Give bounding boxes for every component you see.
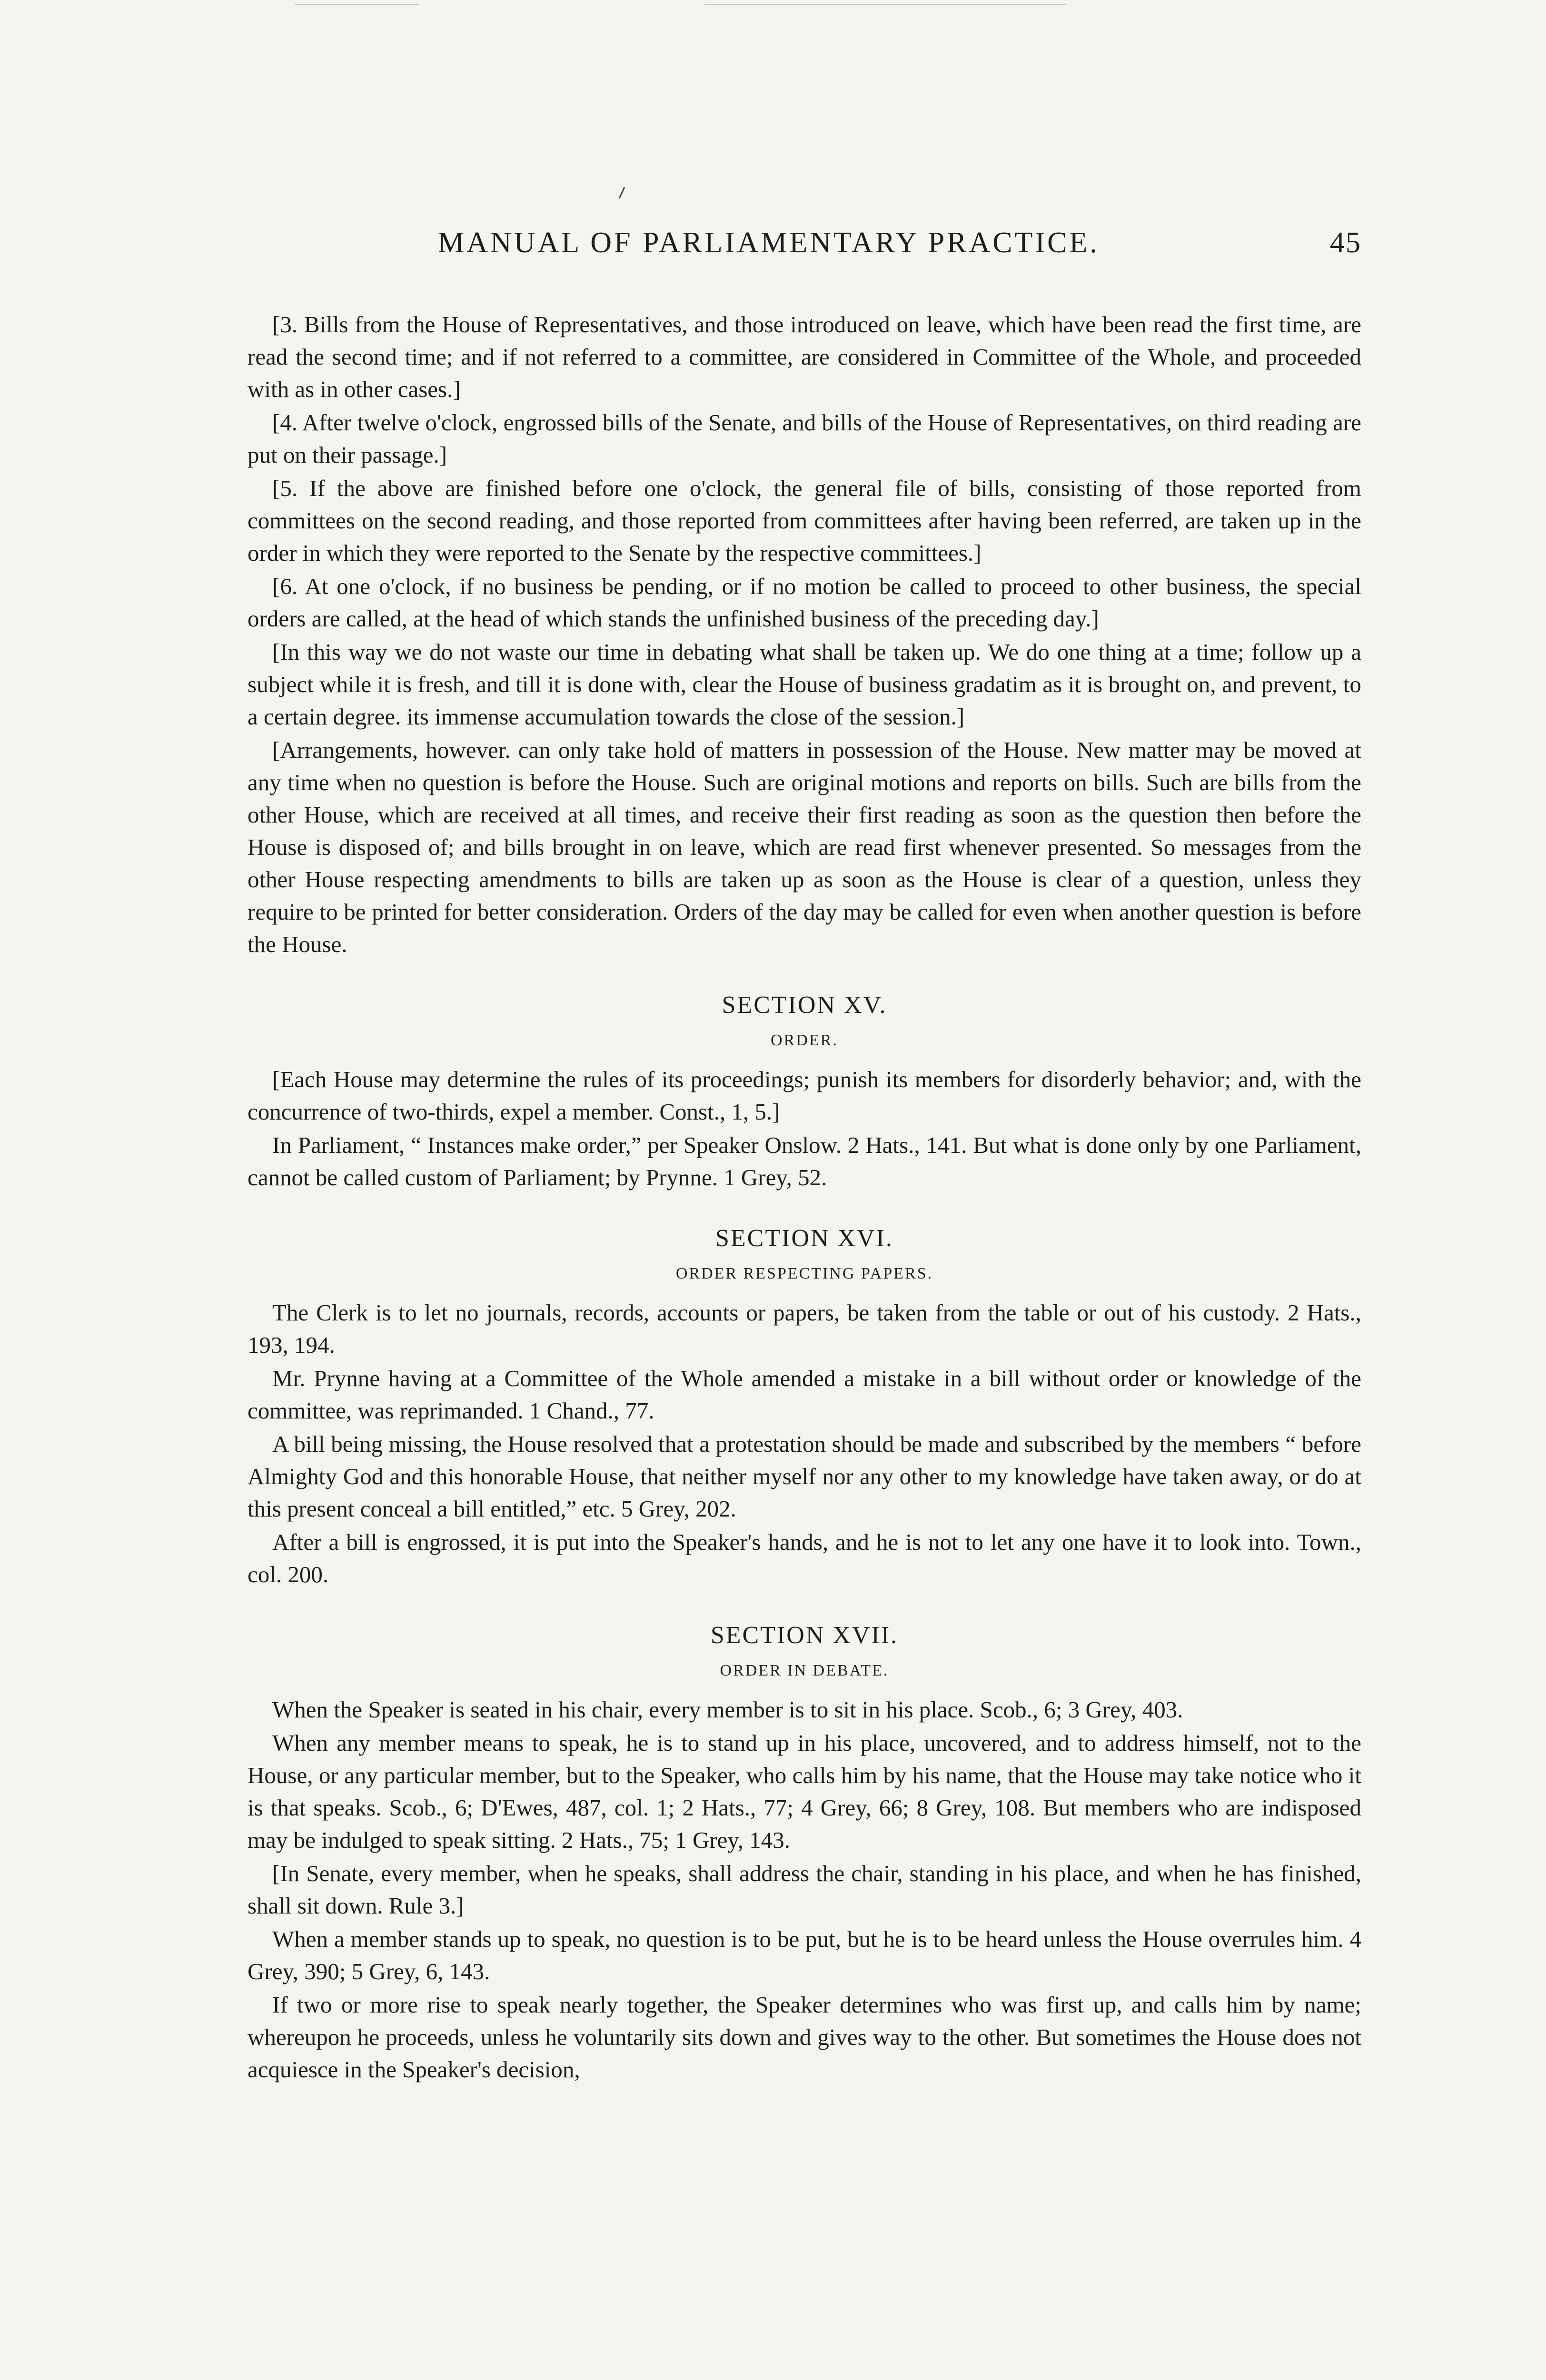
paragraph: When the Speaker is seated in his chair, every member is to sit in his place. Scob., 6; 3 Grey, 403. xyxy=(272,1696,1183,1723)
paragraph: [In Senate, every member, when he speaks, shall address the chair, standing in his place, and when he has finished, shall sit down. Rule 3.] xyxy=(248,1860,1361,1919)
paragraph: [6. At one o'clock, if no business be pending, or if no motion be called to proceed to other business, the special orders are called, at the head of which stands the unfinished business of the preceding day.] xyxy=(248,573,1361,632)
stray-pen-mark xyxy=(619,187,625,199)
scan-edge-mark xyxy=(295,4,419,5)
paragraph: In Parliament, “ Instances make order,” per Speaker Onslow. 2 Hats., 141. But what is done only by one Parliament, cannot be called custom of Parliament; by Prynne. 1 Grey, 52. xyxy=(248,1132,1361,1190)
section-heading: SECTION XVII. xyxy=(710,1622,899,1649)
paragraph: Mr. Prynne having at a Committee of the Whole amended a mistake in a bill without order or knowledge of the committee, was reprimanded. 1 Chand., 77. xyxy=(248,1365,1361,1424)
section-heading: SECTION XVI. xyxy=(715,1225,893,1252)
paragraph: When any member means to speak, he is to stand up in his place, uncovered, and to address himself, not to the House, or any particular member, but to the Speaker, who calls him by his name, that the House may take notice who it is that speaks. Scob., 6; D'Ewes, 487, col. 1; 2 Hats., 77; 4 Grey, 66; 8 Grey, 108. But members who are indisposed may be indulged to speak sitting. 2 Hats., 75; 1 Grey, 143. xyxy=(248,1730,1361,1853)
page-number: 45 xyxy=(1330,227,1361,259)
section-subheading: ORDER IN DEBATE. xyxy=(720,1662,889,1679)
paragraph: [5. If the above are finished before one o'clock, the general file of bills, consisting of those reported from committees on the second reading, and those reported from committees after having been referred, are taken up in the order in which they were reported to the Senate by the respective committees.] xyxy=(248,475,1361,566)
page-body xyxy=(248,308,1361,2087)
paragraph: [3. Bills from the House of Representatives, and those introduced on leave, which have been read the first time, are read the second time; and if not referred to a committee, are considered in Committee of the Whole, and proceeded with as in other cases.] xyxy=(248,311,1361,402)
section-subheading: ORDER RESPECTING PAPERS. xyxy=(675,1265,933,1282)
section-heading: SECTION XV. xyxy=(722,992,887,1019)
paragraph: [Each House may determine the rules of its proceedings; punish its members for disorderly behavior; and, with the concurrence of two-thirds, expel a member. Const., 1, 5.] xyxy=(248,1066,1361,1125)
running-header xyxy=(438,224,1361,262)
paragraph: If two or more rise to speak nearly together, the Speaker determines who was first up, and calls him by name; whereupon he proceeds, unless he voluntarily sits down and gives way to the other. But sometimes the House does not acquiesce in the Speaker's decision, xyxy=(248,1992,1361,2082)
page-title: MANUAL OF PARLIAMENTARY PRACTICE. xyxy=(438,227,1100,259)
paragraph: When a member stands up to speak, no question is to be put, but he is to be heard unless the House overrules him. 4 Grey, 390; 5 Grey, 6, 143. xyxy=(248,1926,1361,1984)
paragraph: The Clerk is to let no journals, records, accounts or papers, be taken from the table or out of his custody. 2 Hats., 193, 194. xyxy=(248,1299,1361,1358)
paragraph: A bill being missing, the House resolved that a protestation should be made and subscribed by the members “ before Almighty God and this honorable House, that neither myself nor any other to my knowledge have taken away, or do at this present conceal a bill entitled,” etc. 5 Grey, 202. xyxy=(248,1431,1361,1522)
section-subheading: ORDER. xyxy=(771,1031,838,1049)
paragraph: [Arrangements, however. can only take hold of matters in possession of the House. New matter may be moved at any time when no question is before the House. Such are original motions and reports on bills. Such are bills from the other House, which are received at all times, and receive their first reading as soon as the question then before the House is disposed of; and bills brought in on leave, which are read first whenever presented. So messages from the other House respecting amendments to bills are taken up as soon as the House is clear of a question, unless they require to be printed for better consideration. Orders of the day may be called for even when another question is before the House. xyxy=(248,737,1361,957)
paragraph: [4. After twelve o'clock, engrossed bills of the Senate, and bills of the House of Representatives, on third reading are put on their passage.] xyxy=(248,409,1361,468)
paragraph: [In this way we do not waste our time in debating what shall be taken up. We do one thing at a time; follow up a subject while it is fresh, and till it is done with, clear the House of business gradatim as it is brought on, and prevent, to a certain degree. its immense accumulation towards the close of the session.] xyxy=(248,639,1361,730)
scan-edge-mark xyxy=(704,4,1066,5)
paragraph: After a bill is engrossed, it is put into the Speaker's hands, and he is not to let any one have it to look into. Town., col. 200. xyxy=(248,1529,1361,1587)
